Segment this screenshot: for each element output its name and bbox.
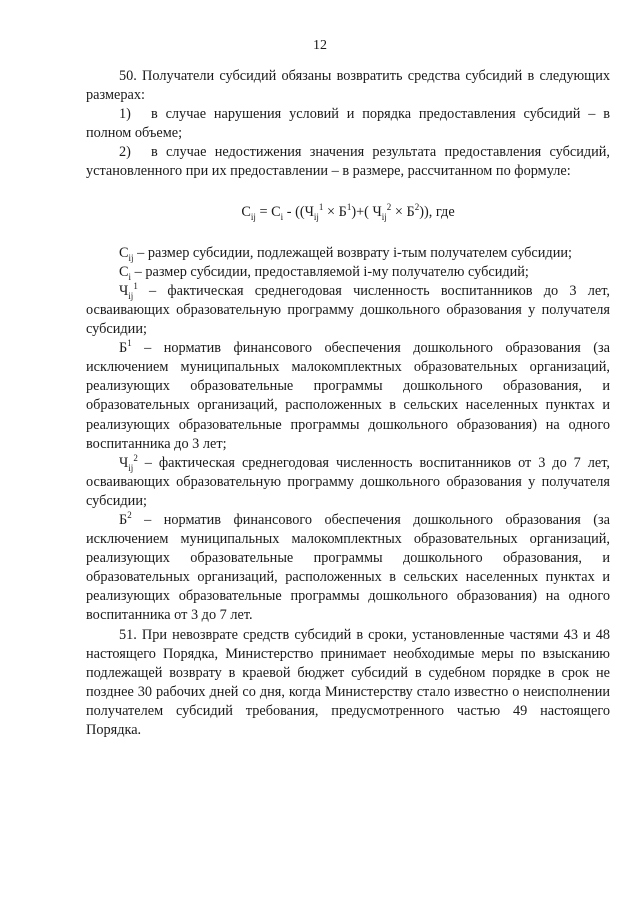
- formula-part2: )+( Ч: [351, 203, 382, 220]
- definition-ch1: $Ч_{ij}^1$ – фактическая среднегодовая численность воспитанников до 3 лет, осваивающих образовательную программу дошкольного образования у получателя субсидии;: [86, 281, 610, 338]
- item-51: 51. При невозврате средств субсидий в сроки, установленные частями 43 и 48 настоящего Порядка, Министерство принимает необходимые меры по взысканию подлежащей возврату в краевой бюджет субсидий в судебном порядке в срок не позднее 30 рабочих дней со дня, когда Министерству стало известно о неисполнении получателем субсидий требования, предусмотренного частью 49 настоящего Порядка.: [86, 626, 610, 738]
- formula-b2-sup: 2: [414, 201, 420, 212]
- page-number: 12: [313, 38, 327, 53]
- subitem-1-text: в случае нарушения условий и порядка предоставления субсидий – в полном объеме;: [86, 106, 610, 142]
- definition-b2: $Б^2$ – норматив финансового обеспечения дошкольного образования (за исключением муниципальных малокомплектных образовательных организаций, реализующих образовательные программы дошкольного образования, и образовательных организаций, расположенных в сельских населенных пунктах и реализующих образовательные программы дошкольного образования) на одного воспитанника от 3 до 7 лет.: [86, 510, 610, 624]
- formula-ch2-sub: ij: [381, 211, 387, 222]
- formula-c: C: [241, 203, 251, 220]
- definition-b1: $Б^1$ – норматив финансового обеспечения дошкольного образования (за исключением муниципальных малокомплектных образовательных организаций, реализующих образовательные программы дошкольного образования, и образовательных организаций, расположенных в сельских населенных пунктах и реализующих образовательные программы дошкольного образования) на одного воспитанника до 3 лет;: [86, 338, 610, 452]
- subitem-1-number: 1): [119, 106, 131, 123]
- formula-ci-sub: i: [280, 211, 284, 222]
- formula-ch1-sub: ij: [313, 211, 319, 222]
- definition-ch2: $Ч_{ij}^2$ – фактическая среднегодовая численность воспитанников от 3 до 7 лет, осваивающих образовательную программу дошкольного образования у получателя субсидии;: [86, 452, 610, 509]
- formula-b1-sup: 1: [346, 201, 352, 212]
- item-50-subitem-2: [86, 143, 610, 181]
- formula-times2: × Б: [391, 203, 415, 220]
- formula-times1: × Б: [323, 203, 347, 220]
- item-50-intro: 50. Получатели субсидий обязаны возвратить средства субсидий в следующих размерах:: [86, 68, 610, 104]
- item-50-subitem-1: [86, 105, 610, 143]
- document-body: [86, 67, 610, 740]
- formula-c-sub: ij: [250, 211, 256, 222]
- definition-ci: $C_i$ – размер субсидии, предоставляемой i-му получателю субсидий;: [119, 263, 529, 282]
- subitem-2-text: в случае недостижения значения результата предоставления субсидий, установленного при их предоставлении – в размере, рассчитанном по формуле:: [86, 144, 610, 180]
- formula-part1: - ((Ч: [283, 203, 314, 220]
- formula-end: )), где: [419, 203, 455, 220]
- formula-ch1-sup: 1: [318, 201, 324, 212]
- refund-formula: [86, 203, 610, 222]
- definition-cij: $C_{ij}$ – размер субсидии, подлежащей возврату i-тым получателем субсидии;: [119, 244, 572, 263]
- formula-eq: = C: [255, 203, 281, 220]
- formula-ch2-sup: 2: [386, 201, 392, 212]
- subitem-2-number: 2): [119, 144, 131, 161]
